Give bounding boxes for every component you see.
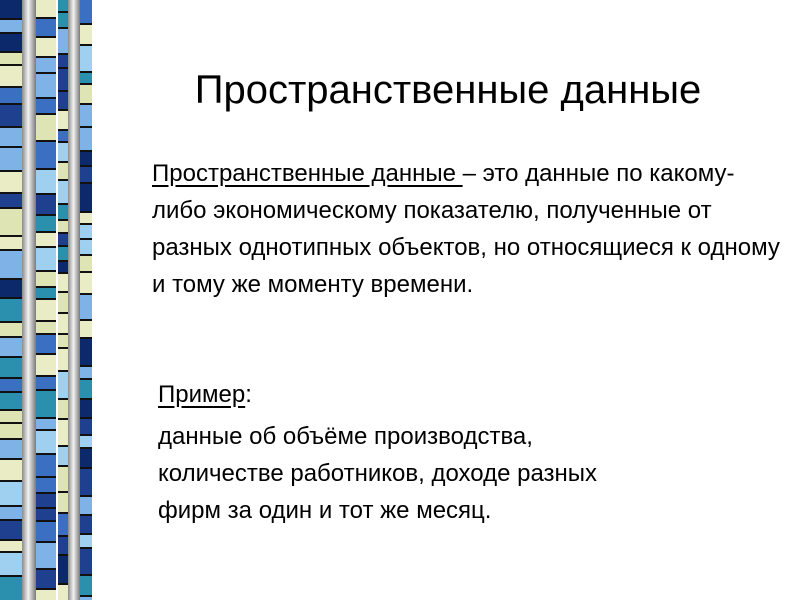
border-tile: [80, 576, 92, 597]
border-tile-gap: [80, 150, 92, 152]
border-tile-gap: [0, 409, 22, 411]
border-tile-gap: [36, 453, 56, 455]
border-tile: [36, 19, 56, 38]
border-tile-gap: [36, 113, 56, 115]
border-tile: [0, 20, 22, 34]
border-tile: [0, 440, 22, 460]
border-tile-gap: [36, 56, 56, 58]
border-tile-gap: [0, 539, 22, 541]
border-tile: [80, 400, 92, 419]
border-tile: [36, 248, 56, 272]
border-tile-gap: [36, 140, 56, 142]
border-tile: [36, 391, 56, 419]
border-tile-gap: [36, 36, 56, 38]
border-tile: [36, 38, 56, 58]
border-tile-gap: [0, 505, 22, 507]
border-tile: [80, 295, 92, 321]
border-tile: [36, 494, 56, 509]
border-tile: [0, 507, 22, 521]
example-line-3: фирм за один и тот же месяц.: [158, 497, 492, 524]
border-tile-gap: [36, 353, 56, 355]
border-tile-gap: [36, 541, 56, 543]
border-tile: [80, 339, 92, 367]
border-tile-gap: [0, 551, 22, 553]
border-tile: [0, 521, 22, 541]
border-tile-gap: [80, 547, 92, 549]
border-tile-gap: [80, 365, 92, 367]
border-tile-gap: [0, 356, 22, 358]
border-tile: [36, 74, 56, 99]
border-tile-gap: [0, 458, 22, 460]
border-tile-gap: [36, 168, 56, 170]
border-tile-gap: [0, 438, 22, 440]
border-tile-gap: [36, 298, 56, 300]
border-tile: [80, 105, 92, 128]
border-tile: [36, 233, 56, 248]
border-tile: [0, 338, 22, 358]
border-tile-gap: [0, 297, 22, 299]
border-tile-gap: [80, 319, 92, 321]
border-tile-gap: [36, 320, 56, 322]
border-tile-gap: [80, 223, 92, 225]
border-tile: [36, 115, 56, 142]
border-tile: [0, 172, 22, 194]
example-label: Пример: [158, 381, 246, 408]
border-tile-gap: [80, 574, 92, 576]
border-tile-gap: [0, 146, 22, 148]
border-tile-gap: [0, 170, 22, 172]
border-tile-gap: [0, 278, 22, 280]
border-tile-gap: [80, 417, 92, 419]
border-tile-gap: [0, 192, 22, 194]
border-tile-gap: [80, 165, 92, 167]
border-tile-gap: [36, 270, 56, 272]
border-tile-gap: [0, 519, 22, 521]
border-tile: [0, 34, 22, 53]
border-tile-gap: [36, 389, 56, 391]
border-tile-gap: [36, 231, 56, 233]
border-tile: [36, 170, 56, 195]
border-tile-gap: [0, 86, 22, 88]
border-tile-gap: [80, 83, 92, 85]
border-tile-gap: [80, 23, 92, 25]
border-tile-gap: [0, 422, 22, 424]
border-tile-gap: [36, 520, 56, 522]
border-tile: [0, 482, 22, 507]
border-tile: [80, 0, 92, 25]
border-tile: [80, 516, 92, 535]
border-tile: [0, 251, 22, 280]
border-tile-gap: [0, 18, 22, 20]
border-tile: [0, 460, 22, 482]
border-tile-gap: [80, 44, 92, 46]
definition-term: Пространственные данные: [152, 160, 463, 187]
border-tile-gap: [36, 97, 56, 99]
border-tile-gap: [36, 375, 56, 377]
border-tile-gap: [0, 336, 22, 338]
border-tile: [80, 549, 92, 576]
border-tile: [0, 194, 22, 209]
border-tile: [80, 449, 92, 469]
border-tile: [36, 300, 56, 322]
border-tile-gap: [80, 495, 92, 497]
border-tile: [0, 105, 22, 128]
definition-text: – это данные по какому-либо экономическому показателю, полученные от разных однотипных объектов, но относящиеся к одному и тому же моменту времени.: [152, 160, 780, 298]
border-tile-gap: [0, 391, 22, 393]
border-tile: [80, 225, 92, 240]
border-tile: [36, 355, 56, 377]
border-tile-gap: [80, 514, 92, 516]
example-line-2: количестве работников, доходе разных: [158, 460, 598, 487]
border-tile: [36, 99, 56, 115]
border-tile-gap: [36, 492, 56, 494]
border-tile-gap: [0, 51, 22, 53]
border-tile: [80, 184, 92, 213]
slide-title: Пространственные данные: [194, 68, 702, 112]
border-tile: [36, 58, 56, 74]
border-tile: [0, 577, 22, 600]
border-tile-gap: [80, 467, 92, 469]
border-tile-gap: [0, 377, 22, 379]
border-tile-gap: [80, 71, 92, 73]
border-tile-gap: [0, 480, 22, 482]
border-tile-gap: [36, 568, 56, 570]
border-tile-gap: [0, 126, 22, 128]
border-tile-gap: [80, 595, 92, 597]
border-tile: [0, 553, 22, 577]
border-tile: [80, 85, 92, 105]
border-tile: [0, 88, 22, 105]
border-tile-gap: [80, 238, 92, 240]
border-tile: [0, 148, 22, 172]
border-tile: [80, 240, 92, 256]
border-tile: [0, 209, 22, 237]
border-tile: [36, 543, 56, 570]
border-tile-gap: [0, 103, 22, 105]
border-tile-gap: [0, 249, 22, 251]
border-tile-gap: [36, 333, 56, 335]
border-tile-gap: [36, 588, 56, 590]
border-pillar: [68, 0, 80, 600]
border-tile: [80, 256, 92, 273]
border-tile: [0, 237, 22, 251]
border-tile-gap: [0, 321, 22, 323]
border-tile: [0, 128, 22, 148]
definition-paragraph: [152, 155, 782, 303]
border-tile: [36, 272, 56, 288]
example-text: [158, 418, 758, 529]
border-tile: [80, 380, 92, 400]
border-tile-gap: [36, 193, 56, 195]
border-tile: [80, 167, 92, 184]
border-tile: [80, 419, 92, 436]
border-tile-gap: [36, 507, 56, 509]
border-tile: [0, 424, 22, 440]
border-tile: [36, 377, 56, 391]
border-tile-gap: [80, 103, 92, 105]
border-tile-gap: [80, 182, 92, 184]
border-tile: [0, 379, 22, 393]
border-tile: [80, 469, 92, 497]
border-tile-gap: [36, 417, 56, 419]
border-tile: [0, 280, 22, 299]
border-tile: [36, 478, 56, 494]
border-tile: [0, 393, 22, 411]
border-tile: [0, 323, 22, 338]
example-colon: :: [245, 381, 252, 408]
border-tile: [36, 522, 56, 543]
border-tile: [36, 142, 56, 170]
border-tile-gap: [36, 72, 56, 74]
border-tile-gap: [36, 429, 56, 431]
border-tile: [80, 152, 92, 167]
border-tile: [36, 335, 56, 355]
border-tile-gap: [80, 254, 92, 256]
border-tile: [36, 455, 56, 478]
border-tile: [36, 216, 56, 233]
border-tile-gap: [80, 378, 92, 380]
border-tile: [0, 358, 22, 379]
border-tile-gap: [0, 575, 22, 577]
border-tile-gap: [80, 447, 92, 449]
border-tile-gap: [36, 17, 56, 19]
border-tile-gap: [0, 235, 22, 237]
border-tile-gap: [0, 64, 22, 66]
border-tile: [0, 66, 22, 88]
decorative-border-icon: [0, 0, 92, 600]
border-tile-gap: [80, 126, 92, 128]
border-tile: [80, 321, 92, 339]
border-tile: [36, 431, 56, 455]
border-tile: [36, 0, 56, 19]
border-tile: [36, 590, 56, 600]
border-tile-gap: [36, 476, 56, 478]
example-line-1: данные об объёме производства,: [158, 423, 533, 450]
border-tile: [80, 46, 92, 73]
border-tile-gap: [36, 214, 56, 216]
border-tile-gap: [80, 434, 92, 436]
border-tile-gap: [36, 246, 56, 248]
border-tile-gap: [80, 533, 92, 535]
border-tile: [80, 497, 92, 516]
border-tile-gap: [80, 337, 92, 339]
border-tile-gap: [0, 32, 22, 34]
border-tile-gap: [80, 293, 92, 295]
border-tile-gap: [80, 211, 92, 213]
border-tile-gap: [36, 286, 56, 288]
border-tile: [36, 570, 56, 590]
border-tile-gap: [0, 207, 22, 209]
border-tile: [80, 535, 92, 549]
border-tile-gap: [80, 398, 92, 400]
border-tile: [36, 195, 56, 216]
border-tile-gap: [80, 271, 92, 273]
border-tile: [80, 128, 92, 152]
border-tile: [80, 25, 92, 46]
border-tile: [0, 299, 22, 323]
border-tile: [80, 273, 92, 295]
example-heading: [158, 376, 252, 413]
border-tile: [0, 0, 22, 20]
border-pillar: [22, 0, 36, 600]
